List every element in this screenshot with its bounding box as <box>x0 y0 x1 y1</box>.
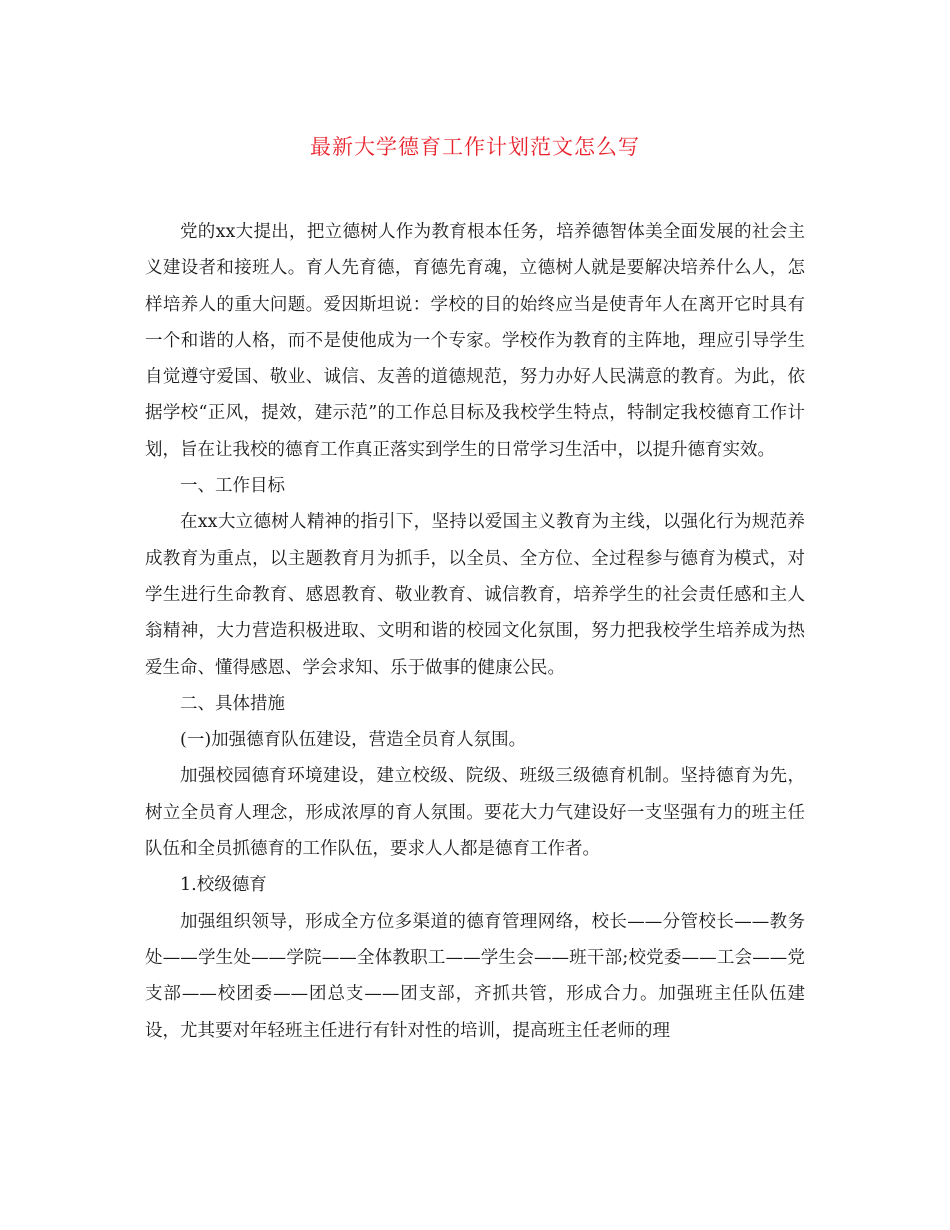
intro-paragraph: 党的xx大提出，把立德树人作为教育根本任务，培养德智体美全面发展的社会主义建设者和接班人。育人先育德，育德先育魂，立德树人就是要解决培养什么人，怎样培养人的重大问题。爱因斯坦说：学校的目的始终应当是使青年人在离开它时具有一个和谐的人格，而不是使他成为一个专家。学校作为教育的主阵地，理应引导学生自觉遵守爱国、敬业、诚信、友善的道德规范，努力办好人民满意的教育。为此，依据学校“正风，提效，建示范”的工作总目标及我校学生特点，特制定我校德育工作计划，旨在让我校的德育工作真正落实到学生的日常学习生活中，以提升德育实效。 <box>145 222 805 460</box>
team-paragraph: 加强校园德育环境建设，建立校级、院级、班级三级德育机制。坚持德育为先，树立全员育人理念，形成浓厚的育人氛围。要花大力气建设好一支坚强有力的班主任队伍和全员抓德育的工作队伍，要求人人都是德育工作者。 <box>145 766 805 860</box>
goals-paragraph: 在xx大立德树人精神的指引下，坚持以爱国主义教育为主线，以强化行为规范养成教育为重点，以主题教育月为抓手，以全员、全方位、全过程参与德育为模式，对学生进行生命教育、感恩教育、敬业教育、诚信教育，培养学生的社会责任感和主人翁精神，大力营造积极进取、文明和谐的校园文化氛围，努力把我校学生培养成为热爱生命、懂得感恩、学会求知、乐于做事的健康公民。 <box>145 512 805 678</box>
subsection-heading-school-level: 1.校级德育 <box>180 875 267 896</box>
document-title: 最新大学德育工作计划范文怎么写 <box>310 135 640 159</box>
document-body <box>145 214 805 1049</box>
school-level-paragraph: 加强组织领导，形成全方位多渠道的德育管理网络，校长——分管校长——教务处——学生处——学院——全体教职工——学生会——班干部;校党委——工会——党支部——校团委——团总支——团支部，齐抓共管，形成合力。加强班主任队伍建设，尤其要对年轻班主任进行有针对性的培训，提高班主任老师的理 <box>145 911 805 1041</box>
section-heading-measures: 二、具体措施 <box>180 693 285 714</box>
section-heading-goals: 一、工作目标 <box>180 476 285 497</box>
subsection-heading-team: (一)加强德育队伍建设，营造全员育人氛围。 <box>180 730 527 751</box>
